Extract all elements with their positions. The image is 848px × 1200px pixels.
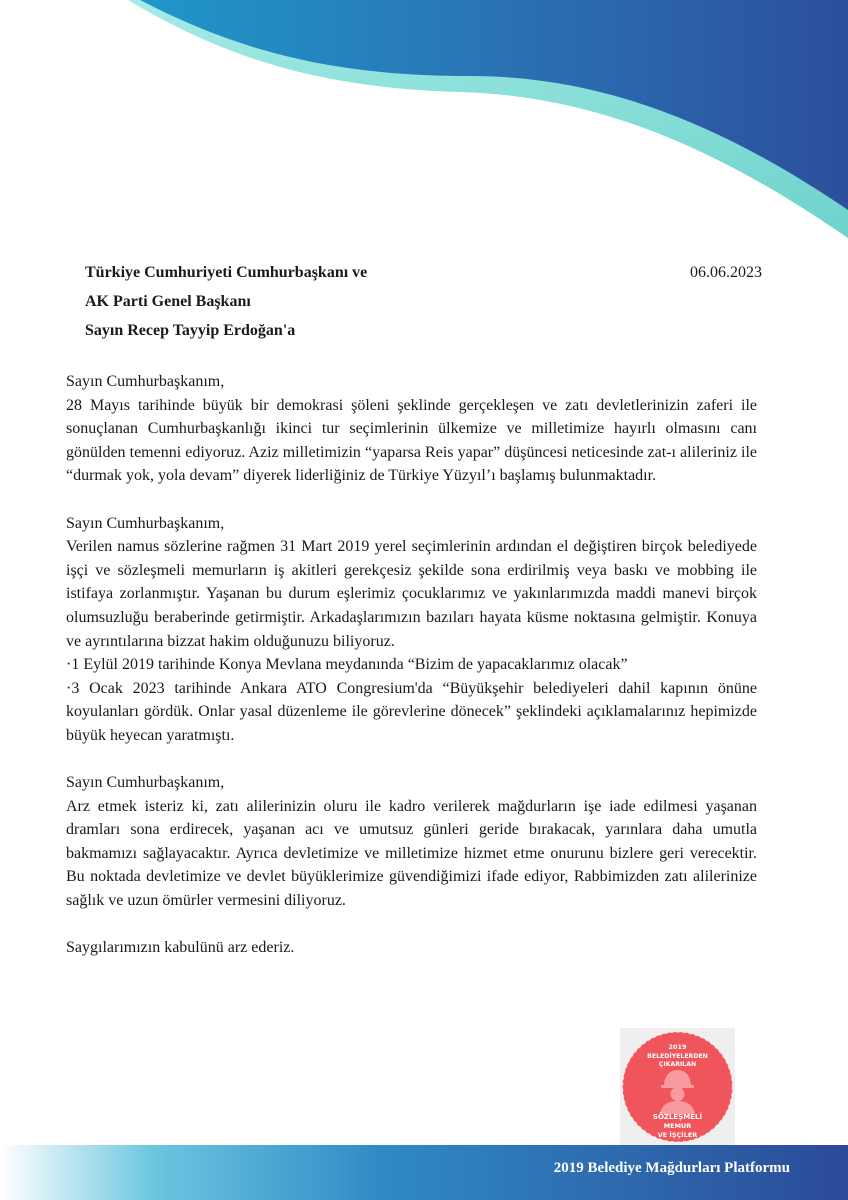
salutation: Sayın Cumhurbaşkanım, <box>66 373 225 390</box>
logo-text-5: VE İŞÇİLER <box>657 1131 698 1139</box>
logo-text-year: 2019 <box>668 1043 687 1051</box>
logo-text-2: ÇIKARILAN <box>658 1061 697 1068</box>
paragraph-1 <box>66 370 757 488</box>
recipient-party: AK Parti Genel Başkanı <box>85 293 251 310</box>
logo-text-1: BELEDİYELERDEN <box>647 1053 708 1060</box>
bullet-item: ·1 Eylül 2019 tarihinde Konya Mevlana meydanında “Bizim de yapacaklarımız olacak” <box>66 656 628 674</box>
platform-logo <box>620 1028 735 1146</box>
letter-body <box>66 370 757 983</box>
paragraph-text: Arz etmek isteriz ki, zatı alilerinizin oluru ile kadro verilerek mağdurların işe iade edilmesi yaşanan dramları sona erdirecek, yaşanan acı ve umutsuz günleri geride bırakacak, yarınlara daha umutla bakmamızı sağlayacaktır. Ayrıca devletimize ve milletimize hizmet etme onurunu bizlere geri verecektir. Bu noktada devletimize ve devlet büyüklerimize güvendiğimizi ifade ediyor, Rabbimizden zatı alilerinize sağlık ve uzun ömürler vermesini diliyoruz. <box>66 797 757 910</box>
recipient-block <box>85 258 367 345</box>
bullet-item: ·3 Ocak 2023 tarihinde Ankara ATO Congresium'da “Büyükşehir belediyeleri dahil kapının önüne koyulanları gördük. Onlar yasal düzenleme ile görevlerine dönecek” şeklindeki açıklamalarınız hepimizde büyük heyecan yaratmıştı. <box>66 679 757 744</box>
recipient-name: Sayın Recep Tayyip Erdoğan'a <box>85 322 296 339</box>
recipient-title: Türkiye Cumhuriyeti Cumhurbaşkanı ve <box>85 264 368 281</box>
header-wave-decoration <box>0 0 848 240</box>
salutation: Sayın Cumhurbaşkanım, <box>66 774 225 792</box>
closing-paragraph <box>66 936 757 960</box>
paragraph-2 <box>66 512 757 748</box>
letter-date: 06.06.2023 <box>690 264 762 281</box>
logo-text-4: MEMUR <box>663 1122 692 1130</box>
platform-logo-emblem <box>620 1028 735 1146</box>
closing-text: Saygılarımızın kabulünü arz ederiz. <box>66 939 295 957</box>
paragraph-text: Verilen namus sözlerine rağmen 31 Mart 2019 yerel seçimlerinin ardından el değiştiren birçok belediyede işçi ve sözleşmeli memurların iş akitleri gerekçesiz şekilde sona erdirilmiş veya baskı ve mobbing ile istifaya zorlanmıştır. Yaşanan bu durum eşlerimiz çocuklarımız ve yakınlarımızda maddi manevi birçok olumsuzluğu beraberinde getirmiştir. Arkadaşlarımızın bazıları hayata küsme noktasına gelmiştir. Konuya ve ayrıntılarına bizzat hakim olduğunuzu biliyoruz. <box>66 538 757 650</box>
paragraph-3 <box>66 771 757 913</box>
paragraph-text: 28 Mayıs tarihinde büyük bir demokrasi şöleni şeklinde gerçekleşen ve zatı devletlerinizin zaferi ile sonuçlanan Cumhurbaşkanlığı ikinci tur seçimlerinin ülkemize ve milletimize hayırlı olmasını canı gönülden temenni ediyoruz. Aziz milletimizin “yaparsa Reis yapar” düşüncesi neticesinde zat-ı alileriniz ile “durmak yok, yola devam” diyerek liderliğiniz de Türkiye Yüzyıl’ı başlamış bulunmaktadır. <box>66 396 757 485</box>
logo-text-3: SÖZLEŞMELİ <box>652 1113 703 1121</box>
footer-platform-name: 2019 Belediye Mağdurları Platformu <box>553 1160 790 1176</box>
salutation: Sayın Cumhurbaşkanım, <box>66 514 225 532</box>
